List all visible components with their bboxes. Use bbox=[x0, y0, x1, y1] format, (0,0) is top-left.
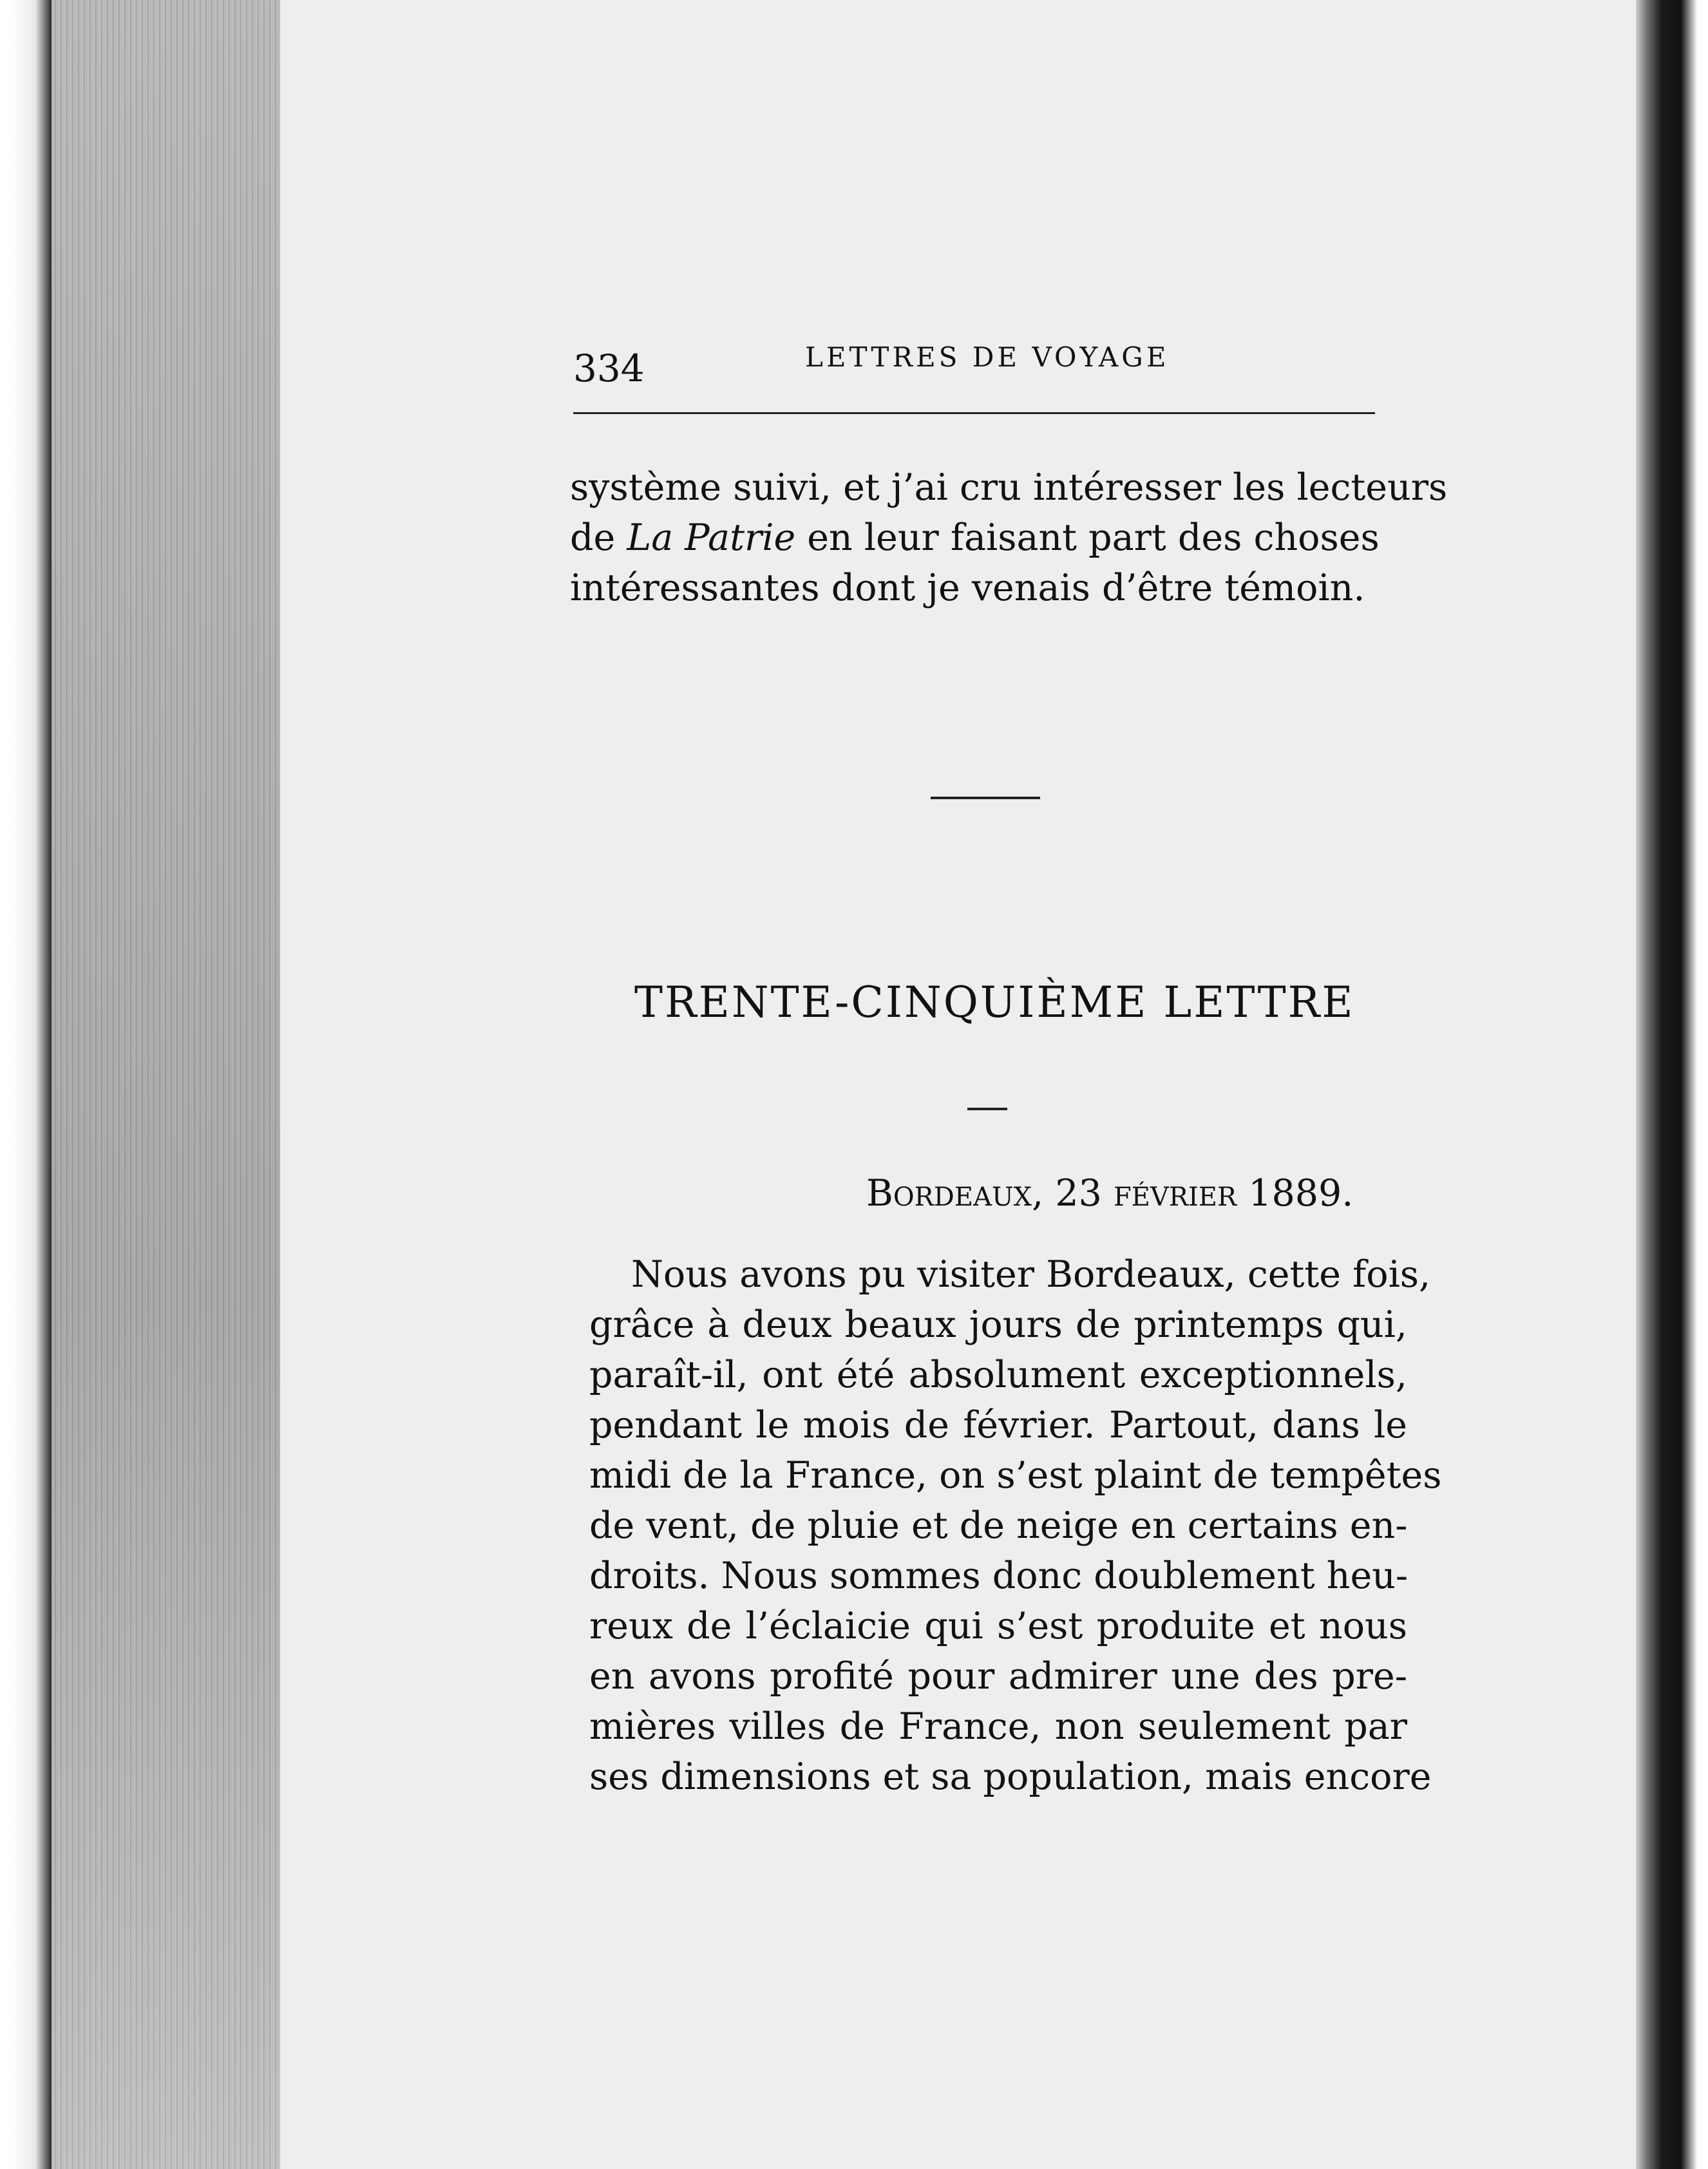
paragraph-continuation bbox=[570, 462, 1448, 613]
text-line: intéressantes dont je venais d’être témoin. bbox=[570, 567, 1365, 609]
letter-title: TRENTE-CINQUIÈME LETTRE bbox=[634, 978, 1355, 1027]
header-rule bbox=[573, 412, 1375, 414]
text-line: droits. Nous sommes donc doublement heu- bbox=[589, 1555, 1409, 1597]
text-line: pendant le mois de février. Partout, dans le bbox=[589, 1404, 1407, 1446]
book-page bbox=[280, 0, 1636, 2169]
scan-border-left bbox=[0, 0, 52, 2169]
text-line: paraît-il, ont été absolument exceptionnels, bbox=[589, 1354, 1407, 1396]
dateline: Bordeaux, 23 février 1889. bbox=[866, 1172, 1354, 1215]
running-head: LETTRES DE VOYAGE bbox=[805, 341, 1170, 373]
text-line: Nous avons pu visiter Bordeaux, cette fois, bbox=[631, 1253, 1431, 1296]
text-line: système suivi, et j’ai cru intéresser les lecteurs bbox=[570, 466, 1448, 509]
text-line: midi de la France, on s’est plaint de tempêtes bbox=[589, 1454, 1442, 1497]
page-edges bbox=[52, 0, 280, 2169]
newspaper-title: La Patrie bbox=[627, 516, 796, 559]
text-line: ses dimensions et sa population, mais encore bbox=[589, 1756, 1432, 1798]
paragraph-body bbox=[589, 1249, 1442, 1802]
text-line: reux de l’éclaicie qui s’est produite et nous bbox=[589, 1605, 1407, 1647]
title-dash bbox=[967, 1108, 1007, 1110]
text-line: mières villes de France, non seulement par bbox=[589, 1705, 1407, 1748]
page-number: 334 bbox=[573, 346, 645, 390]
text-line: grâce à deux beaux jours de printemps qui, bbox=[589, 1303, 1407, 1346]
page-header bbox=[573, 335, 1375, 390]
section-divider bbox=[931, 797, 1040, 799]
text-line: de La Patrie en leur faisant part des choses bbox=[570, 516, 1380, 559]
text-line: en avons profité pour admirer une des pre- bbox=[589, 1655, 1407, 1698]
text-line: de vent, de pluie et de neige en certains en- bbox=[589, 1504, 1408, 1547]
scan-border-right bbox=[1636, 0, 1708, 2169]
